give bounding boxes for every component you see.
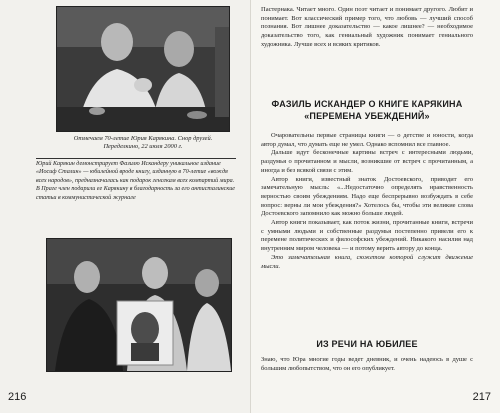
photo-stalin-book [46, 238, 232, 372]
italic-conclusion: Это замечательная книга, сюжетом которой служит движение мысли. [261, 253, 473, 270]
paragraph: Автор книги показывает, как поток жизни, прочитанные книги, встречи с умными людьми и собственные раздумья постепенно привели его к перемене политических и философских убеждений. Никакого насилия над внутренним миром человека — и потому верить автору до конца. [261, 219, 473, 253]
section-heading: ФАЗИЛЬ ИСКАНДЕР О КНИГЕ КАРЯКИНА «ПЕРЕМЕНА УБЕЖДЕНИЙ» [271, 99, 463, 121]
page-number-left: 216 [8, 391, 27, 403]
paragraph: Автор книги, известный знаток Достоевского, приводит его замечательную мысль: «...Недостаточно определять нравственность верностью своим убеждениям. Надо еще беспрерывно возбуждать в себе вопрос: верны ли мои убеждения?» Хотелось бы, чтобы эти великие слова Достоевского запомнило как можно больше людей. [261, 175, 473, 218]
paragraph: Очаровательны первые страницы книги — о детстве и юности, когда автор думал, что думать еще не умел. Однако вспомнил все главное. [261, 132, 473, 148]
photo-caption: Отмечаем 70-летие Юрия Карякина. Снор друзей. Переделкино, 22 июля 2000 г. [73, 135, 213, 150]
section-heading-2: ИЗ РЕЧИ НА ЮБИЛЕЕ [316, 339, 418, 349]
continued-text: Пастернака. Читает много. Один поэт читает и понимает другого. Любит и понимает. Вот классический пример того, что любовь — лучший способ познания. Вот лишнее доказательство — какое лишнее? — необходимое доказательство того, как гениальный художник понимает гениального художника. Лучше всех и всяких критиков. [261, 6, 473, 48]
speech-text: Знаю, что Юра многие годы ведет дневник, и очень надеюсь в душе с большим любопытством, что он его опубликует. [261, 356, 473, 372]
photo-description: Юрий Карякин демонстрирует Фазилю Искандеру уникальное издание «Иосиф Сталин» — юбилейной вроде книгу, изданную в 70-летие «вождя всех народов», предназначалась как подарок генсекам всех компартий мира. В Праге член подарили ее Карякину в благодарность за его антисталинские статьи в коммунистической журнале [36, 161, 235, 201]
divider [36, 158, 236, 159]
paragraph: Дальше идут бесконечные картины встреч с интересными людьми, раздумья о прочитанном и мысли, возникшие от встреч с прочитанным, а иногда и без всякой связи с этим. [261, 149, 473, 174]
section-body [261, 132, 473, 271]
page-number-right: 217 [472, 391, 491, 403]
photo-jubilee-celebration [56, 6, 230, 132]
right-page [250, 0, 500, 413]
